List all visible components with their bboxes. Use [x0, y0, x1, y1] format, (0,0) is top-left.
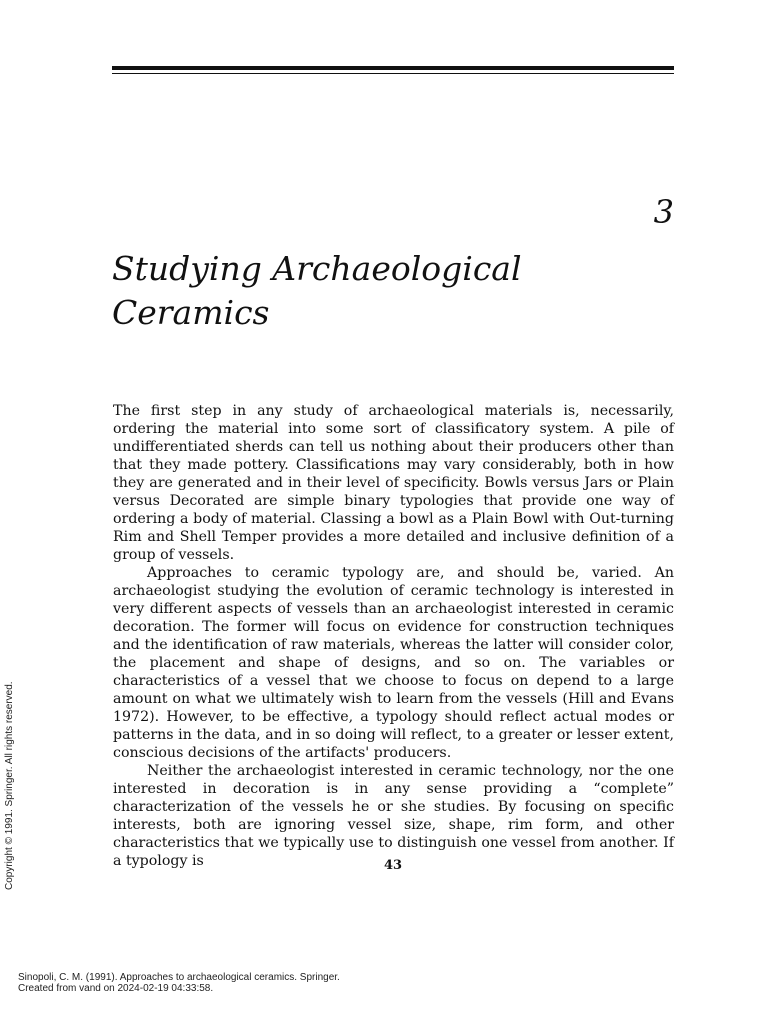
citation-line-2: Created from vand on 2024-02-19 04:33:58. — [18, 983, 214, 994]
paragraph-2: Approaches to ceramic typology are, and should be, varied. An archaeologist studying the evolution of ceramic technology is interested in very different aspects of vessels than an archaeologist interested in ceramic decoration. The former will focus on evidence for construction techniques and the identification of raw materials, whereas the latter will consider color, the placement and shape of designs, and so on. The variables or characteristics of a vessel that we choose to focus on depend to a large amount on what we ultimately wish to learn from the vessels (Hill and Evans 1972). However, to be effective, a typology should reflect actual modes or patterns in the data, and in so doing will reflect, to a greater or lesser extent, conscious decisions of the artifacts' producers. — [113, 565, 674, 761]
header-rule-thin — [112, 73, 674, 74]
side-copyright-notice: Copyright © 1991. Springer. All rights reserved. — [4, 681, 15, 890]
paragraph-3: Neither the archaeologist interested in ceramic technology, nor the one interested in decoration is in any sense providing a “complete” characterization of the vessels he or she studies. By focusing on specific interests, both are ignoring vessel size, shape, rim form, and other characteristics that we typically use to distinguish one vessel from another. If a typology is — [113, 763, 674, 869]
page-number: 43 — [383, 858, 403, 873]
citation-line-1: Sinopoli, C. M. (1991). Approaches to archaeological ceramics. Springer. — [18, 972, 340, 983]
chapter-title — [112, 247, 672, 335]
header-rule-thick — [112, 66, 674, 70]
citation-footer — [18, 972, 340, 994]
chapter-title-line2: Ceramics — [112, 293, 270, 332]
chapter-number: 3 — [653, 193, 674, 231]
body-text — [113, 402, 674, 870]
paragraph-1: The first step in any study of archaeological materials is, necessarily, ordering the material into some sort of classificatory system. A pile of undifferentiated sherds can tell us nothing about their producers other than that they made pottery. Classifications may vary considerably, both in how they are generated and in their level of specificity. Bowls versus Jars or Plain versus Decorated are simple binary typologies that provide one way of ordering a body of material. Classing a bowl as a Plain Bowl with Out-turning Rim and Shell Temper provides a more detailed and inclusive definition of a group of vessels. — [113, 403, 674, 563]
chapter-title-line1: Studying Archaeological — [112, 249, 522, 288]
